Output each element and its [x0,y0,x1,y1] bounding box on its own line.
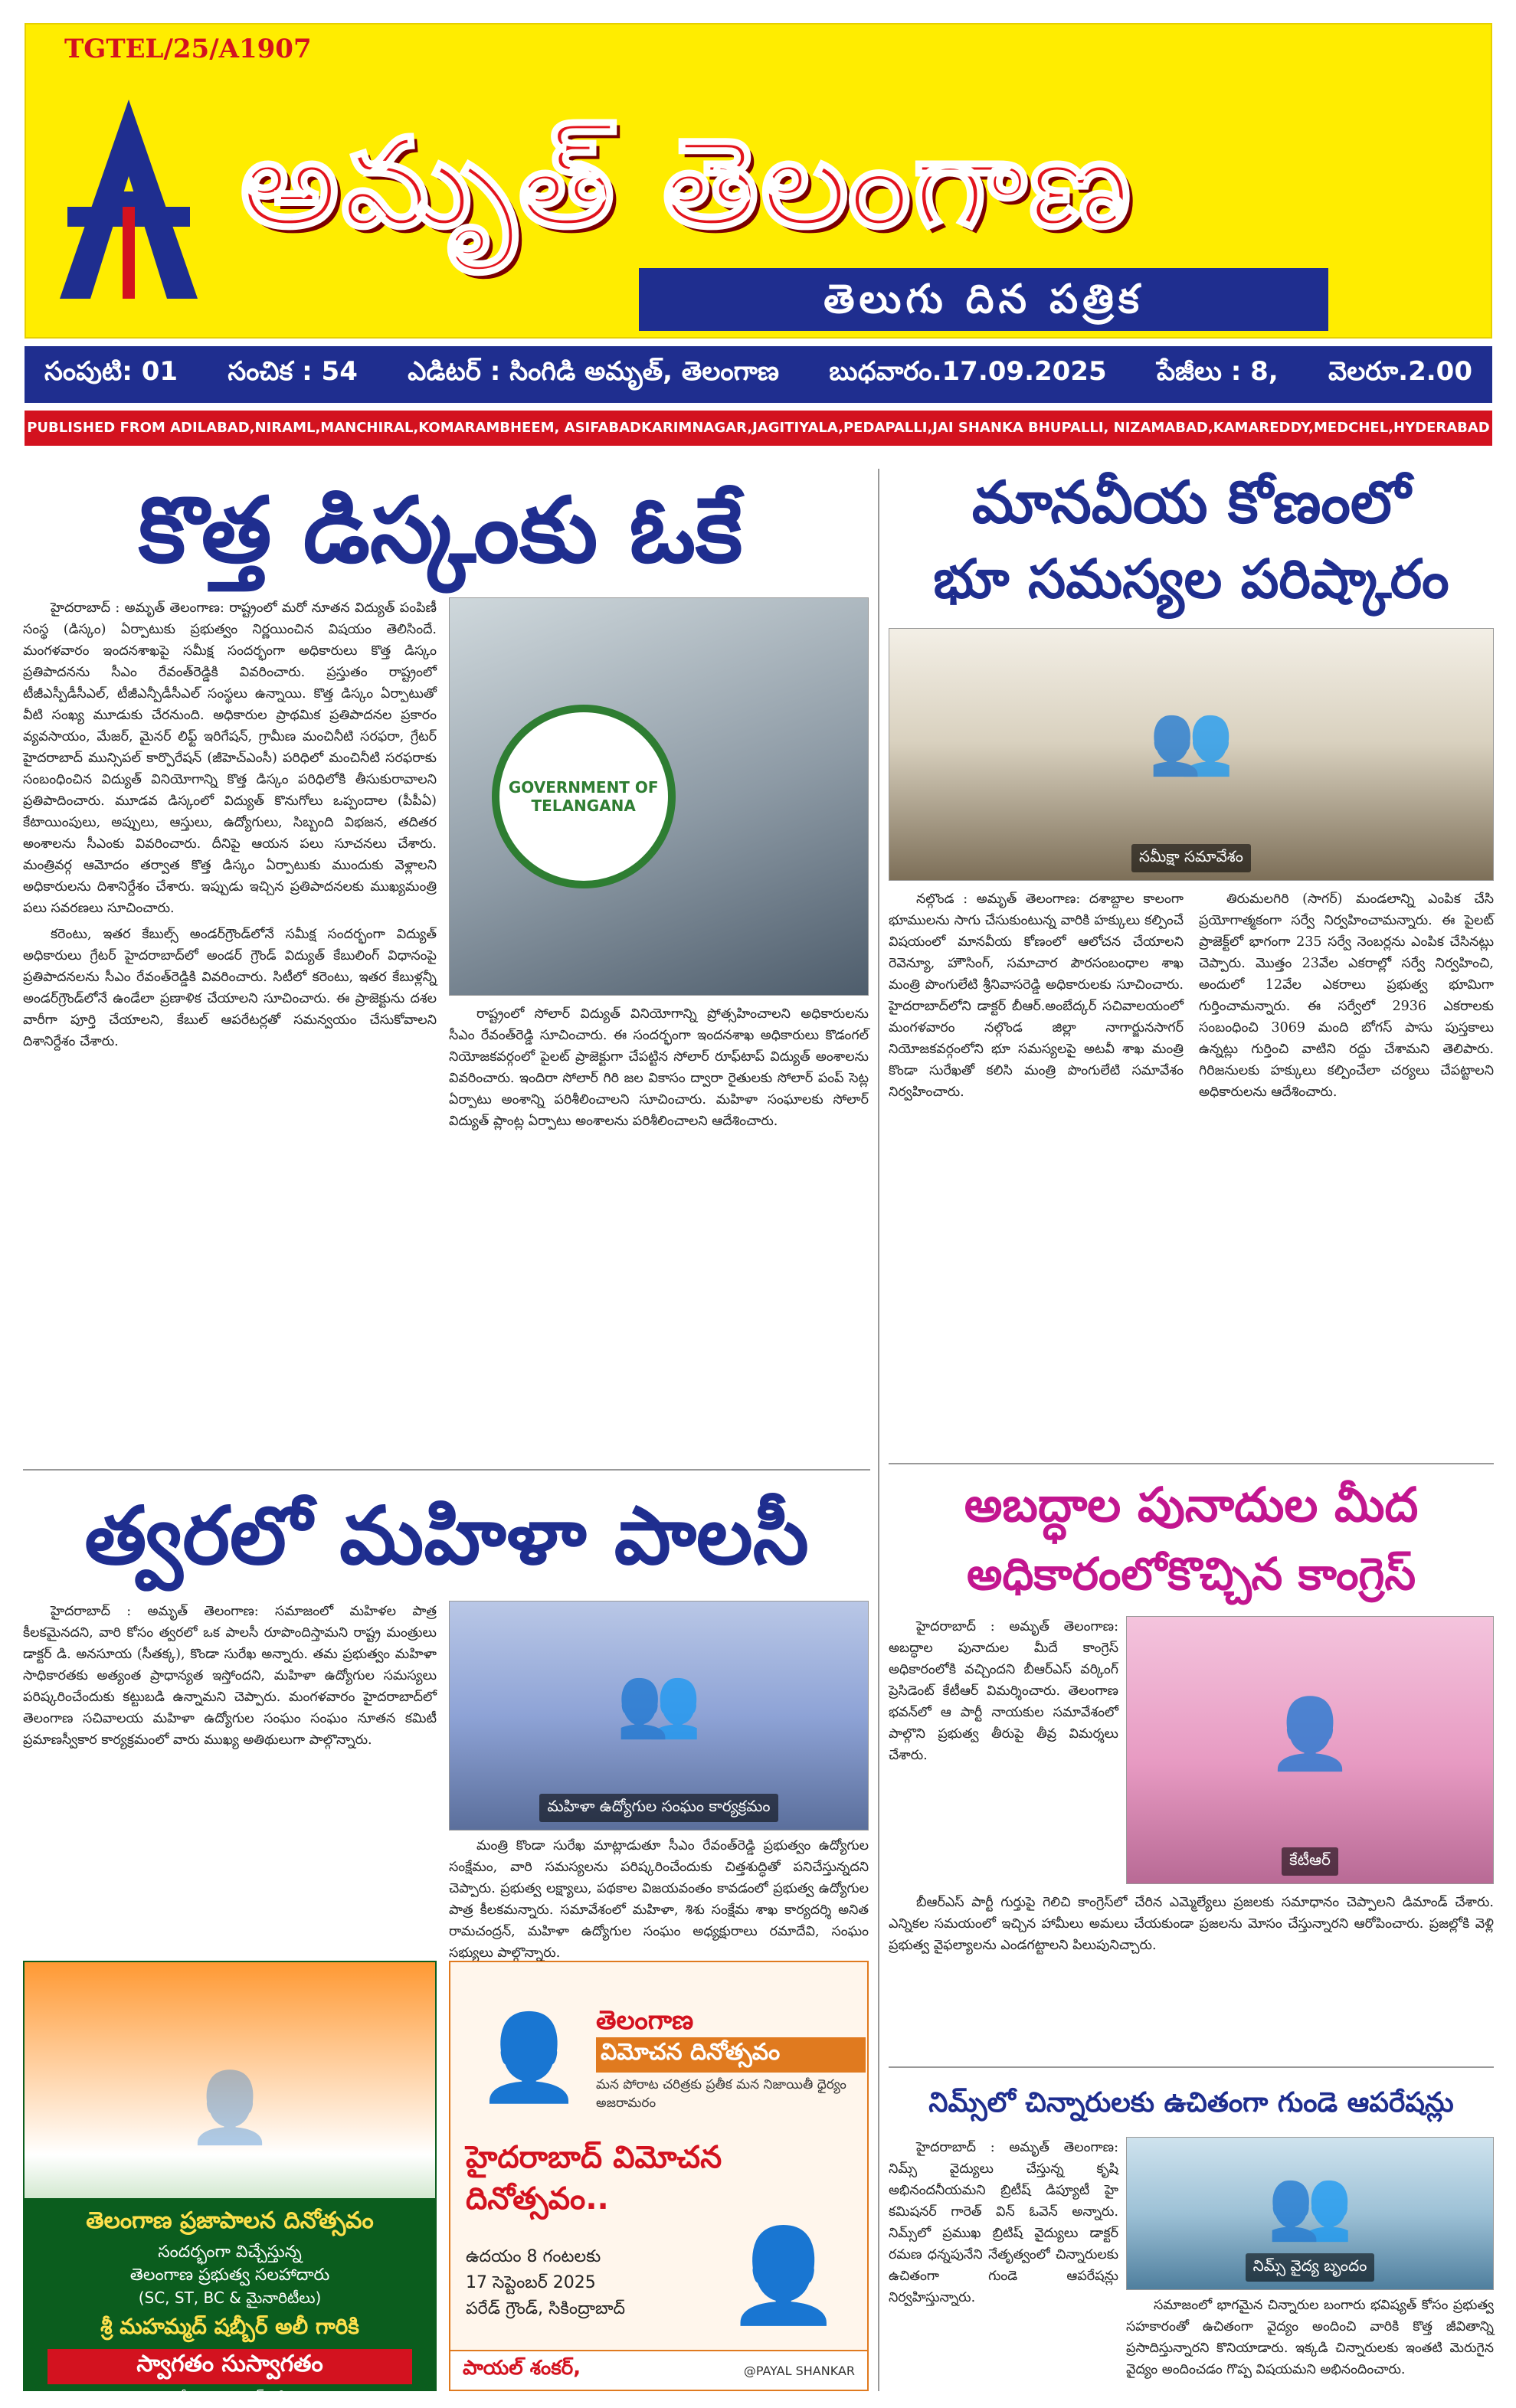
at-logo-icon [52,92,205,306]
ad2-big2: దినోత్సవం.. [466,2181,609,2217]
ad2-time: ఉదయం 8 గంటలకు [466,2247,601,2266]
tagline: తెలుగు దిన పత్రిక [639,268,1328,331]
person-icon: 👤 [726,2223,841,2329]
ad1-welcome: స్వాగతం సుస్వాగతం [47,2349,412,2384]
story-paragraph: హైదరాబాద్ : అమృత్ తెలంగాణ: నిమ్స్ వైద్యులు చేస్తున్న కృషి అభినందనీయమని బ్రిటీష్ డిప్యూటీ హై కమిషనర్ గారెత్ విన్ ఓవెన్ అన్నారు. నిమ్స్‌లో ప్రముఖ బ్రిటిష్ వైద్యులు డాక్టర్ రమణ ధన్నపునేని నేతృత్వంలో చిన్నారులకు ఉచితంగా గుండె ఆపరేషన్లు నిర్వహిస్తున్నారు. [889,2140,1118,2305]
ad-praja-palana [23,1961,437,2405]
ad2-quote: మన పోరాట చరిత్రకు ప్రతీక మన నిజాయితీ ధైర్యం అజరామరం [596,2077,846,2111]
photo-ktr [1126,1616,1494,1884]
column-divider [878,469,879,2391]
story-discom-col2 [449,1003,869,1463]
pages: పేజీలు : 8, [1156,356,1279,387]
story-paragraph: హైదరాబాద్ : అమృత్ తెలంగాణ: రాష్ట్రంలో మరో నూతన విద్యుత్ పంపిణీ సంస్థ (డిస్కం) ఏర్పాటుకు ప్రభుత్వం నిర్ణయించిన విషయం తెలిసిందే. మంగళవారం ఇందనశాఖపై సమీక్ష సందర్భంగా అధికారులు కొత్త డిస్కం ప్రతిపాదనను సీఎం రేవంత్‌రెడ్డికి వివరించారు. ప్రస్తుతం రాష్ట్రంలో టీజీఎస్పీడీసీఎల్, టీజీఎన్పీడీసీఎల్ సంస్థలు ఉన్నాయి. కొత్త డిస్కం ఏర్పాటుతో వీటి సంఖ్య మూడుకు చేరనుంది. అధికారుల ప్రాథమిక ప్రతిపాదనల ప్రకారం వ్యవసాయం, మేజర్, మైనర్ లిఫ్ట్ ఇరిగేషన్, గ్రామీణ మంచినీటి సరఫరా, గ్రేటర్ హైదరాబాద్ మున్సిపల్ కార్పొరేషన్ (జీహెచ్ఎంసీ) పరిధిలో మంచినీటి సరఫరాకు సంబంధించిన విద్యుత్ వినియోగాన్ని కొత్త డిస్కం పరిధిలోకి తీసుకురావాలని ప్రతిపాదించారు. మూడవ డిస్కంలో విద్యుత్ కొనుగోలు ఒప్పందాల (పీపీఏ) కేటాయింపులు, అప్పులు, ఆస్తులు, ఉద్యోగులు, సిబ్బంది విభజన, తదితర అంశాలను సీఎంకు వివరించారు. దీనిపై ఆయన పలు సూచనలు చేశారు. మంత్రివర్గ ఆమోదం తర్వాత కొత్త డిస్కం ఏర్పాటుకు ముందుకు వెళ్లాలని అధికారులను దిశానిర్దేశం చేశారు. ఇప్పుడు ఇచ్చిన ప్రతిపాదనలకు ముఖ్యమంత్రి పలు సవరణలు సూచించారు. [23,600,437,916]
people-icon: 👥 [615,1661,702,1742]
headline-ktr-line2: అధికారంలోకొచ్చిన కాంగ్రెస్ [966,1548,1416,1600]
people-icon: 👥 [1148,699,1235,780]
story-paragraph: తిరుమలగిరి (సాగర్) మండలాన్ని ఎంపిక చేసి ప్రయోగాత్మకంగా సర్వే నిర్వహించామన్నారు. ఈ పైలట్ ప్రాజెక్ట్‌లో భాగంగా 235 సర్వే నెంబర్లను ఎంపిక చేసినట్లు చెప్పారు. మొత్తం 23వేల ఎకరాల్లో సర్వే నిర్వహించి, అందులో 12వేల ఎకరాలు ప్రభుత్వ భూమిగా గుర్తించామన్నారు. ఈ సర్వేలో 2936 ఎకరాలకు సంబంధించి 3069 మంది బోగస్ పాసు పుస్తకాలు ఉన్నట్లు గుర్తించి వాటిని రద్దు చేశామని తెలిపారు. గిరిజనులకు హక్కులు కల్పించేలా చర్యలు చేపట్టాలని అధికారులను ఆదేశించారు. [1199,892,1494,1100]
story-discom-col1 [23,597,437,1463]
paper-name: అమృత్ తెలంగాణ [241,111,1134,254]
story-paragraph: మంత్రి కొండా సురేఖ మాట్లాడుతూ సీఎం రేవంత్‌రెడ్డి ప్రభుత్వం ఉద్యోగుల సంక్షేమం, వారి సమస్యలను పరిష్కరించేందుకు చిత్తశుద్ధితో పనిచేస్తున్నదని చెప్పారు. ప్రభుత్వ లక్ష్యాలు, పథకాల విజయవంతం కావడంలో ప్రభుత్వ ఉద్యోగుల పాత్ర కీలకమన్నారు. సమావేశంలో మహిళా, శిశు సంక్షేమ శాఖ కార్యదర్శి అనిత రామచంద్రన్, మహిళా ఉద్యోగుల సంఘం అధ్యక్షురాలు రమాదేవి, సంఘం సభ్యులు పాల్గొన్నారు. [449,1838,869,1961]
photo-caption: కేటీఆర్ [1282,1847,1338,1876]
row-divider [23,1469,870,1471]
story-paragraph: సమాజంలో భాగమైన చిన్నారుల బంగారు భవిష్యత్ కోసం ప్రభుత్వ సహకారంతో ఉచితంగా వైద్యం అందించి వారికి కొత్త జీవితాన్ని ప్రసాదిస్తున్నారని కొనియాడారు. ఇక్కడి చిన్నారులకు ఇంతటి మెరుగైన వైద్యం అందించడం గొప్ప విషయమని అభినందించారు. [1126,2298,1494,2377]
ad1-line3: తెలంగాణ ప్రభుత్వ సలహాదారు [129,2266,330,2285]
story-paragraph: నల్గొండ : అమృత్ తెలంగాణ: దశాబ్దాల కాలంగా భూములను సాగు చేసుకుంటున్న వారికి హక్కులు కల్పించే విషయంలో మానవీయ కోణంలో ఆలోచన చేయాలని రెవెన్యూ, హౌసింగ్, సమాచార పౌరసంబంధాల శాఖ మంత్రి పొంగులేటి శ్రీనివాసరెడ్డి అధికారులకు సూచించారు. హైదరాబాద్‌లోని డాక్టర్ బీఆర్.అంబేద్కర్ సచివాలయంలో మంగళవారం నల్గొండ జిల్లా నాగార్జునసాగర్ నియోజకవర్గంలోని భూ సమస్యలపై అటవీ శాఖ మంత్రి కొండా సురేఖతో కలిసి మంత్రి పొంగులేటి సమావేశం నిర్వహించారు. [889,892,1184,1100]
ad1-line2: సందర్భంగా విచ్చేస్తున్న [158,2243,302,2262]
info-bar [25,346,1492,403]
date: బుధవారం.17.09.2025 [829,356,1107,387]
story-nims-col2 [1126,2295,1494,2390]
ad2-big1: హైదరాబాద్ విమోచన [466,2140,722,2175]
photo-caption: నిమ్స్ వైద్య బృందం [1246,2253,1375,2282]
headline-ktr-line1: అబద్ధాల పునాదుల మీద [964,1477,1419,1533]
headline-discom: కొత్త డిస్కంకు ఓకే [138,477,743,583]
story-land-col2 [1199,888,1494,1455]
story-women-col2 [449,1835,869,1961]
volume: సంపుటి: 01 [44,356,178,387]
photo-cm-review [449,597,869,996]
story-paragraph: బీఆర్ఎస్ పార్టీ గుర్తుపై గెలిచి కాంగ్రెస్‌లో చేరిన ఎమ్మెల్యేలు ప్రజలకు సమాధానం చెప్పాలని డిమాండ్ చేశారు. ఎన్నికల సమయంలో ఇచ్చిన హామీలు అమలు చేయకుండా ప్రజలను మోసం చేస్తున్నారని ఆరోపించారు. ప్రజల్లోకి వెళ్లి ప్రభుత్వ వైఫల్యాలను ఎండగట్టాలని పిలుపునిచ్చారు. [889,1895,1494,1953]
price: వెలరూ.2.00 [1328,356,1472,387]
seal-text: GOVERNMENT OF TELANGANA [508,778,659,815]
ad1-name: శ్రీ మహమ్మద్ షబ్బీర్ అలీ గారికి [100,2314,359,2339]
photo-women-event [449,1601,869,1831]
person-icon: 👤 [186,2067,273,2148]
people-icon: 👥 [1266,2164,1354,2245]
story-women-col1 [23,1601,437,1953]
ad1-sponsor: దోరంపల్లి ప్రశాంత్ రెడ్డి [173,2389,287,2405]
ad1-line4: (SC, ST, BC & మైనారిటీలు) [138,2289,322,2307]
story-ktr-col2 [889,1892,1494,2060]
story-ktr-col1 [889,1616,1118,1884]
ad2-title1: తెలంగాణ [596,2005,694,2036]
photo-caption: సమీక్షా సమావేశం [1131,844,1251,872]
headline-nims: నిమ్స్‌లో చిన్నారులకు ఉచితంగా గుండె ఆపరేషన్లు [928,2087,1454,2118]
ad2-handle: @PAYAL SHANKAR [743,2363,855,2378]
issue: సంచిక : 54 [228,356,358,387]
published-places: PUBLISHED FROM ADILABAD,NIRAML,MANCHIRAL,KOMARAMBHEEM, ASIFABADKARIMNAGAR,JAGITIYALA,PEDAPALLI,JAI SHANKA BHUPALLI, NIZAMABAD,KAMAREDDY,MEDCHEL,HYDERABAD [25,411,1492,446]
headline-land-line1: మానవీయ కోణంలో [971,468,1411,536]
masthead [25,23,1492,339]
headline-women-policy: త్వరలో మహిళా పాలసీ [84,1489,809,1582]
ad2-venue: పరేడ్ గ్రౌండ్, సికింద్రాబాద్ [466,2299,626,2318]
ad2-sponsor: పాయల్ శంకర్, [463,2357,581,2380]
story-paragraph: రాష్ట్రంలో సోలార్ విద్యుత్ వినియోగాన్ని ప్రోత్సహించాలని అధికారులను సీఎం రేవంత్‌రెడ్డి సూచించారు. ఈ సందర్భంగా ఇందనశాఖ అధికారులు కొడంగల్ నియోజకవర్గంలో పైలట్ ప్రాజెక్టుగా చేపట్టిన సోలార్ రూఫ్‌టాప్ విద్యుత్ అంశాలను వివరించారు. ఇందిరా సోలార్ గిరి జల వికాసం ద్వారా రైతులకు సోలార్ పంప్ సెట్ల ఏర్పాటు అంశాన్ని పరిశీలించాలని సూచించారు. మహిళా సంఘాలకు సోలార్ విద్యుత్ ప్లాంట్ల ఏర్పాటు అంశాలను పరిశీలించాలని ఆదేశించారు. [449,1006,869,1129]
story-paragraph: కరెంటు, ఇతర కేబుల్స్ అండర్‌గ్రౌండ్‌లోనే సమీక్ష సందర్భంగా విద్యుత్ అధికారులు గ్రేటర్ హైదరాబాద్‌లో అండర్ గ్రౌండ్ విద్యుత్ కేబులింగ్ విధానంపై ప్రతిపాదనలను సీఎం రేవంత్‌రెడ్డికి వివరించారు. సిటీలో కరెంటు, ఇతర కేబుళ్లన్నీ అండర్‌గ్రౌండ్‌లోనే ఉండేలా ప్రణాళిక చేయాలని సూచించారు. ఈ ప్రాజెక్టును దశల వారీగా పూర్తి చేయాలని, కేబుల్ ఆపరేటర్లతో సమన్వయం చేసుకోవాలని దిశానిర్దేశం చేశారు. [23,927,437,1049]
person-icon: 👤 [1266,1693,1354,1775]
ad-vimochana [449,1961,869,2391]
row-divider [889,2066,1494,2068]
ad2-date: 17 సెప్టెంబర్ 2025 [466,2273,596,2292]
person-icon: 👤 [476,2008,581,2106]
photo-land-meeting [889,628,1494,881]
row-divider [889,1463,1494,1464]
telangana-seal-icon [492,705,676,888]
photo-caption: మహిళా ఉద్యోగుల సంఘం కార్యక్రమం [539,1794,778,1822]
story-paragraph: హైదరాబాద్ : అమృత్ తెలంగాణ: అబద్ధాల పునాదుల మీదే కాంగ్రెస్ అధికారంలోకి వచ్చిందని బీఆర్ఎస్ వర్కింగ్ ప్రెసిడెంట్ కేటీఆర్ విమర్శించారు. తెలంగాణ భవన్‌లో ఆ పార్టీ నాయకుల సమావేశంలో పాల్గొని ప్రభుత్వ తీరుపై తీవ్ర విమర్శలు చేశారు. [889,1619,1118,1763]
ad1-panel [25,2198,435,2405]
ad2-title2: విమోచన దినోత్సవం [596,2037,866,2073]
story-nims-col1 [889,2137,1118,2390]
editor: ఎడిటర్ : సింగిడి అమృత్, తెలంగాణ [408,356,779,387]
ad1-title: తెలంగాణ ప్రజాపాలన దినోత్సవం [86,2207,374,2234]
photo-nims-team [1126,2137,1494,2290]
headline-land-line2: భూ సమస్యల పరిష్కారం [933,548,1449,610]
ad2-sponsor-bar [450,2350,867,2390]
story-paragraph: హైదరాబాద్ : అమృత్ తెలంగాణ: సమాజంలో మహిళల పాత్ర కీలకమైనదని, వారి కోసం త్వరలో ఒక పాలసీ రూపొందిస్తామని రాష్ట్ర మంత్రులు డాక్టర్ డి. అనసూయ (సీతక్క), కొండా సురేఖ అన్నారు. తమ ప్రభుత్వం మహిళా సాధికారతకు అత్యంత ప్రాధాన్యత ఇస్తోందని, మహిళా ఉద్యోగుల సమస్యలు పరిష్కరించేందుకు కట్టుబడి ఉన్నామని చెప్పారు. మంగళవారం హైదరాబాద్‌లో తెలంగాణ సచివాలయ మహిళా ఉద్యోగుల సంఘం సంఘం నూతన కమిటీ ప్రమాణస్వీకార కార్యక్రమంలో వారు ముఖ్య అతిథులుగా పాల్గొన్నారు. [23,1604,437,1748]
story-land-col1 [889,888,1184,1455]
registration-number: TGTEL/25/A1907 [64,34,312,64]
